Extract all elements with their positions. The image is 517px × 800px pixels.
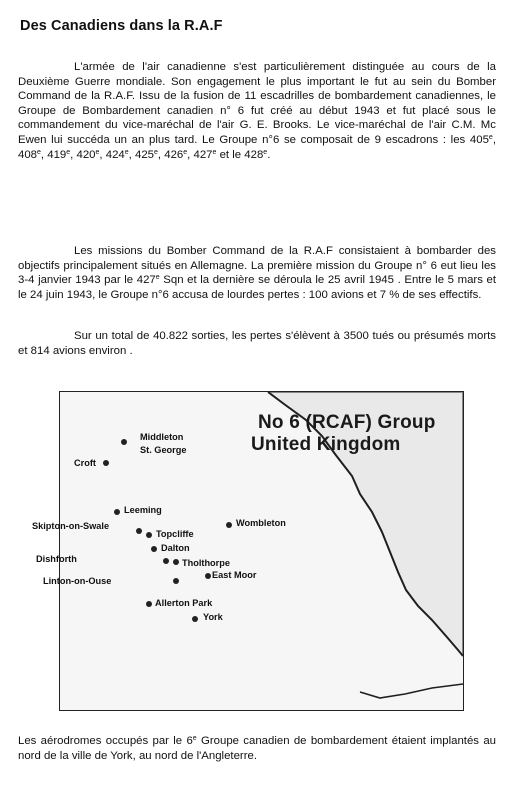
map-title-line2: United Kingdom xyxy=(251,434,401,455)
article-title: Des Canadiens dans la R.A.F xyxy=(20,18,223,34)
map-caption: Les aérodromes occupés par le 6e Groupe canadien de bombardement étaient implantés au nord de la ville de York, au nord de l'Angleterre. xyxy=(18,735,496,762)
town-label-croft: Croft xyxy=(74,458,96,468)
paragraph-missions: Les missions du Bomber Command de la R.A.F consistaient à bombarder des objectifs principalement situés en Allemagne. La première mission du Groupe n° 6 eut lieu les 3-4 janvier 1943 par le 427e Sqn et la dernière se déroula le 25 avril 1945 . Entre le 5 mars et le 24 juin 1943, le Groupe n°6 accusa de lourdes pertes : 100 avions et 7 % de ses effectifs. xyxy=(18,245,497,301)
town-label-middleton: Middleton xyxy=(140,432,184,442)
town-dot-linton-on-ouse xyxy=(173,578,179,584)
town-dot-croft xyxy=(103,460,109,466)
town-label-skipton-on-swale: Skipton-on-Swale xyxy=(32,521,110,531)
town-label-east-moor: East Moor xyxy=(212,570,257,580)
town-label-st-george: St. George xyxy=(140,445,187,455)
town-label-dishforth: Dishforth xyxy=(36,554,77,564)
town-dot-east-moor xyxy=(205,573,211,579)
town-label-wombleton: Wombleton xyxy=(236,518,286,528)
paragraph-intro: L'armée de l'air canadienne s'est particulièrement distinguée au cours de la Deuxième Guerre mondiale. Son engagement le plus important le fut au sein du Bomber Command de la R.A.F. Issu de la fusion de 11 escadrilles de bombardement canadiennes, le Groupe de Bombardement canadien n° 6 fut créé au début 1943 et fut placé sous le commandement du vice-maréchal de l'air G. E. Brooks. Le vice-maréchal de l'air C.M. Mc Ewen lui succéda un an plus tard. Le Groupe n°6 se composait de 9 escadrons : les 405e, 408e, 419e, 420e, 424e, 425e, 426e, 427e et le 428e. xyxy=(18,61,496,161)
town-label-linton-on-ouse: Linton-on-Ouse xyxy=(43,576,112,586)
town-dot-york xyxy=(192,616,198,622)
town-dot-topcliffe xyxy=(146,532,152,538)
town-dot-dishforth xyxy=(163,558,169,564)
town-dot-allerton-park xyxy=(146,601,152,607)
group-map xyxy=(32,391,464,711)
town-label-allerton-park: Allerton Park xyxy=(155,598,213,608)
town-label-tholthorpe: Tholthorpe xyxy=(182,558,230,568)
town-label-leeming: Leeming xyxy=(124,505,162,515)
paragraph-losses: Sur un total de 40.822 sorties, les pertes s'élèvent à 3500 tués ou présumés morts et 814 avions environ . xyxy=(18,330,496,357)
town-label-topcliffe: Topcliffe xyxy=(156,529,194,539)
town-dot-wombleton xyxy=(226,522,232,528)
town-dot-skipton-on-swale xyxy=(136,528,142,534)
map-title-line1: No 6 (RCAF) Group xyxy=(258,412,436,433)
town-dot-dalton xyxy=(151,546,157,552)
town-dot-middleton xyxy=(121,439,127,445)
town-label-york: York xyxy=(203,612,223,622)
town-dot-tholthorpe xyxy=(173,559,179,565)
town-dot-leeming xyxy=(114,509,120,515)
town-label-dalton: Dalton xyxy=(161,543,190,553)
